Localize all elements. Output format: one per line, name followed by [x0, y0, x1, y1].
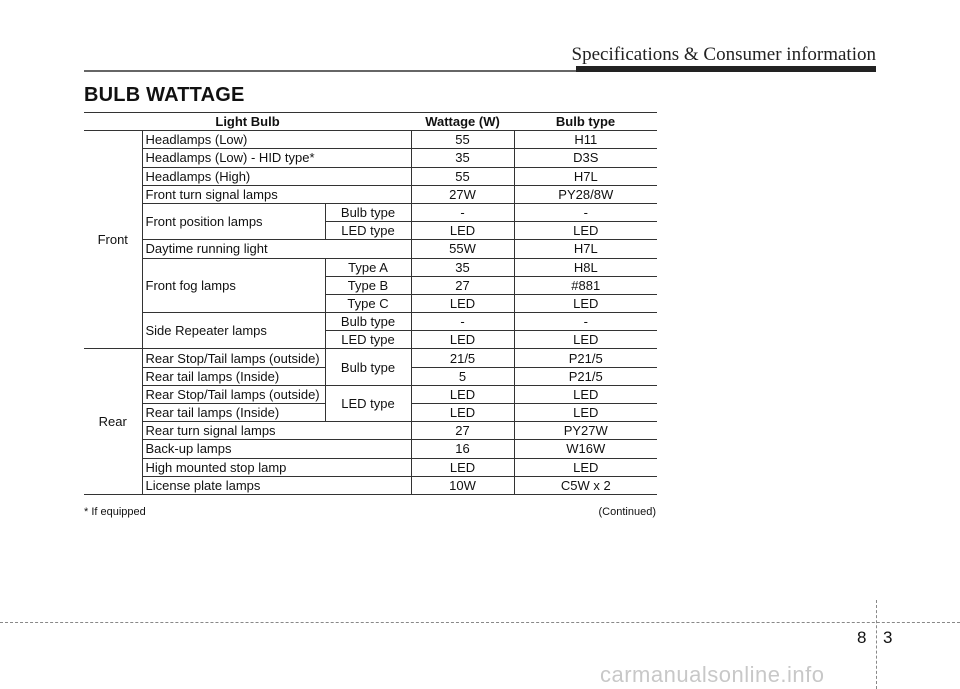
table-row — [84, 422, 657, 440]
wattage-value: 27 — [411, 276, 514, 294]
bulb-type-value: LED — [514, 222, 657, 240]
footer-divider — [876, 600, 877, 689]
header-light-bulb: Light Bulb — [84, 113, 411, 131]
header-wattage: Wattage (W) — [411, 113, 514, 131]
table-row — [84, 349, 657, 367]
bulb-type-value: H7L — [514, 240, 657, 258]
lamp-name: Rear Stop/Tail lamps (outside) — [142, 385, 325, 403]
bulb-type-value: P21/5 — [514, 349, 657, 367]
bulb-type-value: LED — [514, 458, 657, 476]
group-rear-label: Rear — [84, 349, 142, 495]
wattage-value: 55 — [411, 167, 514, 185]
table-row — [84, 149, 657, 167]
wattage-value: 55 — [411, 131, 514, 149]
header-bulb-type: Bulb type — [514, 113, 657, 131]
table-row — [84, 476, 657, 494]
wattage-value: 55W — [411, 240, 514, 258]
page-number: 3 — [883, 628, 893, 647]
lamp-name: Front turn signal lamps — [142, 185, 411, 203]
wattage-value: 16 — [411, 440, 514, 458]
wattage-value: 35 — [411, 149, 514, 167]
wattage-value: 5 — [411, 367, 514, 385]
lamp-name: Headlamps (Low) — [142, 131, 411, 149]
footnote-if-equipped: * If equipped — [84, 506, 146, 518]
bulb-type-value: H7L — [514, 167, 657, 185]
bulb-type-value: H8L — [514, 258, 657, 276]
table-header-row — [84, 113, 657, 131]
bulb-type-value: D3S — [514, 149, 657, 167]
wattage-value: 27 — [411, 422, 514, 440]
bulb-type-value: LED — [514, 331, 657, 349]
bulb-type-value: LED — [514, 294, 657, 312]
chapter-number: 8 — [857, 628, 867, 647]
wattage-value: 27W — [411, 185, 514, 203]
table-row — [84, 203, 657, 221]
bulb-type-value: PY27W — [514, 422, 657, 440]
bulb-type-value: W16W — [514, 440, 657, 458]
bulb-type-value: P21/5 — [514, 367, 657, 385]
table-row — [84, 458, 657, 476]
lamp-name: Daytime running light — [142, 240, 411, 258]
lamp-name: Headlamps (High) — [142, 167, 411, 185]
watermark-logo: carmanualsonline.info — [600, 662, 825, 687]
bulb-type-value: LED — [514, 404, 657, 422]
wattage-value: LED — [411, 331, 514, 349]
bulb-type-value: - — [514, 313, 657, 331]
lamp-name: Rear tail lamps (Inside) — [142, 404, 325, 422]
wattage-value: - — [411, 203, 514, 221]
table-row — [84, 385, 657, 403]
table-row — [84, 313, 657, 331]
bulb-type-value: - — [514, 203, 657, 221]
wattage-value: LED — [411, 404, 514, 422]
footer-rule — [0, 622, 960, 623]
wattage-value: 10W — [411, 476, 514, 494]
bulb-type-value: LED — [514, 385, 657, 403]
group-front-label: Front — [84, 131, 142, 349]
lamp-variant: LED type — [325, 222, 411, 240]
lamp-variant: LED type — [325, 385, 411, 421]
wattage-value: LED — [411, 458, 514, 476]
wattage-value: - — [411, 313, 514, 331]
continued-note: (Continued) — [598, 506, 656, 518]
wattage-value: LED — [411, 294, 514, 312]
lamp-variant: Bulb type — [325, 203, 411, 221]
lamp-name: Rear Stop/Tail lamps (outside) — [142, 349, 325, 367]
chapter-header-title: Specifications & Consumer information — [571, 44, 876, 65]
lamp-name: License plate lamps — [142, 476, 411, 494]
table-row — [84, 240, 657, 258]
bulb-type-value: #881 — [514, 276, 657, 294]
lamp-name: Side Repeater lamps — [142, 313, 325, 349]
wattage-value: 35 — [411, 258, 514, 276]
table-row — [84, 440, 657, 458]
lamp-variant: Bulb type — [325, 349, 411, 385]
wattage-value: LED — [411, 222, 514, 240]
table-row — [84, 185, 657, 203]
header-rule-accent — [576, 66, 876, 72]
lamp-variant: Type C — [325, 294, 411, 312]
table-row — [84, 131, 657, 149]
lamp-variant: Type B — [325, 276, 411, 294]
lamp-name: Back-up lamps — [142, 440, 411, 458]
lamp-name: Front fog lamps — [142, 258, 325, 313]
lamp-name: Headlamps (Low) - HID type* — [142, 149, 411, 167]
table-row — [84, 258, 657, 276]
bulb-type-value: H11 — [514, 131, 657, 149]
page-title: BULB WATTAGE — [84, 84, 245, 106]
lamp-variant: Bulb type — [325, 313, 411, 331]
bulb-wattage-table — [84, 112, 657, 495]
lamp-variant: Type A — [325, 258, 411, 276]
bulb-type-value: C5W x 2 — [514, 476, 657, 494]
bulb-type-value: PY28/8W — [514, 185, 657, 203]
lamp-name: Rear tail lamps (Inside) — [142, 367, 325, 385]
lamp-name: Rear turn signal lamps — [142, 422, 411, 440]
lamp-variant: LED type — [325, 331, 411, 349]
lamp-name: Front position lamps — [142, 203, 325, 239]
wattage-value: LED — [411, 385, 514, 403]
table-row — [84, 167, 657, 185]
wattage-value: 21/5 — [411, 349, 514, 367]
lamp-name: High mounted stop lamp — [142, 458, 411, 476]
